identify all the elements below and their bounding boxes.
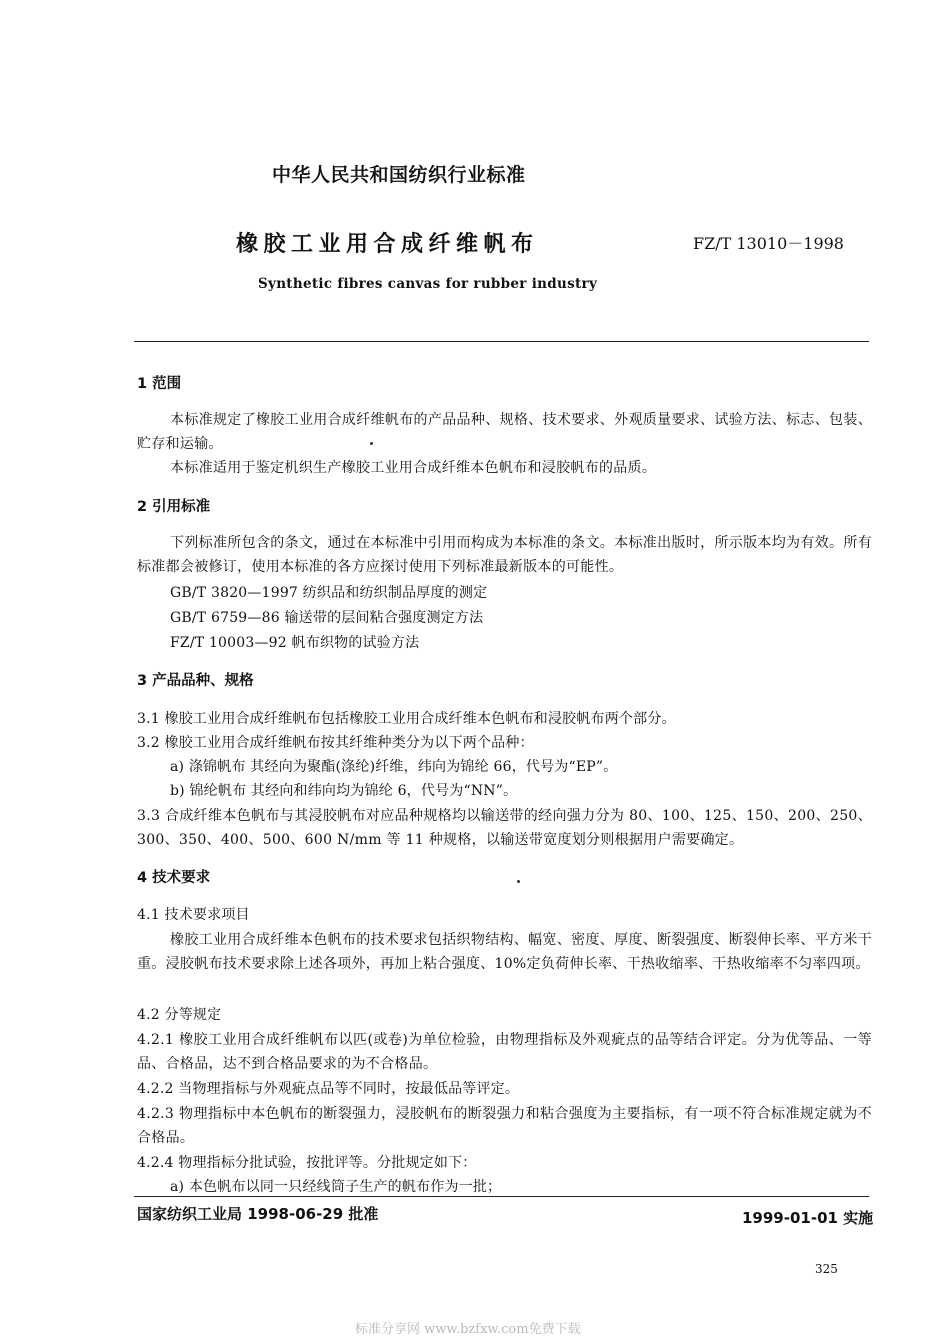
clause-4-1: 4.1 技术要求项目 xyxy=(137,907,250,923)
org-title: 中华人民共和国纺织行业标准 xyxy=(272,164,526,186)
footer-divider xyxy=(134,1196,869,1197)
clause-3-2-a: a) 涤锦帆布 其经向为聚酯(涤纶)纤维，纬向为锦纶 66，代号为“EP”。 xyxy=(170,759,618,775)
section-2-heading: 2 引用标准 xyxy=(137,499,211,515)
clause-4-2-4-a: a) 本色帆布以同一只经线筒子生产的帆布作为一批； xyxy=(170,1179,502,1195)
section-1-para-2: 本标准适用于鉴定机织生产橡胶工业用合成纤维本色帆布和浸胶帆布的品质。 xyxy=(170,460,657,476)
approval-line: 国家纺织工业局 1998-06-29 批准 xyxy=(137,1205,379,1223)
effective-date: 1999-01-01 实施 xyxy=(742,1209,874,1227)
clause-3-3: 3.3 合成纤维本色帆布与其浸胶帆布对应品种规格均以输送带的经向强力分为 80、100、125、150、200、250、300、350、400、500、600 N/mm 等 11 种规格，以输送带宽度划分则根据用户需要确定。 xyxy=(137,808,872,848)
doc-title: 橡胶工业用合成纤维帆布 xyxy=(236,232,539,257)
section-1-para-1: 本标准规定了橡胶工业用合成纤维帆布的产品品种、规格、技术要求、外观质量要求、试验方法、标志、包装、贮存和运输。 xyxy=(137,412,872,452)
clause-4-2-4: 4.2.4 物理指标分批试验，按批评等。分批规定如下： xyxy=(137,1155,477,1171)
stray-mark xyxy=(370,442,373,445)
standard-number: FZ/T 13010－1998 xyxy=(693,234,844,253)
page-number: 325 xyxy=(815,1262,838,1276)
reference-item: GB/T 3820—1997 纺织品和纺织制品厚度的测定 xyxy=(170,585,488,601)
section-1-heading: 1 范围 xyxy=(137,376,182,392)
clause-4-2-2: 4.2.2 当物理指标与外观疵点品等不同时，按最低品等评定。 xyxy=(137,1081,520,1097)
clause-3-2-b: b) 锦纶帆布 其经向和纬向均为锦纶 6，代号为“NN”。 xyxy=(170,783,518,799)
watermark: 标准分享网 www.bzfxw.com免费下载 xyxy=(355,1322,581,1337)
reference-item: FZ/T 10003—92 帆布织物的试验方法 xyxy=(170,635,420,651)
clause-4-2-1: 4.2.1 橡胶工业用合成纤维帆布以匹(或卷)为单位检验，由物理指标及外观疵点的品等结合评定。分为优等品、一等品、合格品，达不到合格品要求的为不合格品。 xyxy=(137,1032,872,1072)
english-title: Synthetic fibres canvas for rubber industry xyxy=(258,276,598,292)
clause-4-1-para: 橡胶工业用合成纤维本色帆布的技术要求包括织物结构、幅宽、密度、厚度、断裂强度、断裂伸长率、平方米干重。浸胶帆布技术要求除上述各项外，再加上粘合强度、10%定负荷伸长率、干热收缩率、干热收缩率不匀率四项。 xyxy=(137,932,872,972)
clause-4-2-3: 4.2.3 物理指标中本色帆布的断裂强力，浸胶帆布的断裂强力和粘合强度为主要指标，有一项不符合标准规定就为不合格品。 xyxy=(137,1106,872,1146)
stray-mark xyxy=(517,880,520,883)
reference-item: GB/T 6759—86 输送带的层间粘合强度测定方法 xyxy=(170,610,484,626)
section-4-heading: 4 技术要求 xyxy=(137,870,211,886)
clause-3-1: 3.1 橡胶工业用合成纤维帆布包括橡胶工业用合成纤维本色帆布和浸胶帆布两个部分。 xyxy=(137,711,676,727)
clause-4-2: 4.2 分等规定 xyxy=(137,1007,222,1023)
header-divider xyxy=(134,341,869,342)
clause-3-2: 3.2 橡胶工业用合成纤维帆布按其纤维种类分为以下两个品种： xyxy=(137,735,534,751)
section-3-heading: 3 产品品种、规格 xyxy=(137,673,254,689)
section-2-para-1: 下列标准所包含的条文，通过在本标准中引用而构成为本标准的条文。本标准出版时，所示版本均为有效。所有标准都会被修订，使用本标准的各方应探讨使用下列标准最新版本的可能性。 xyxy=(137,535,872,575)
